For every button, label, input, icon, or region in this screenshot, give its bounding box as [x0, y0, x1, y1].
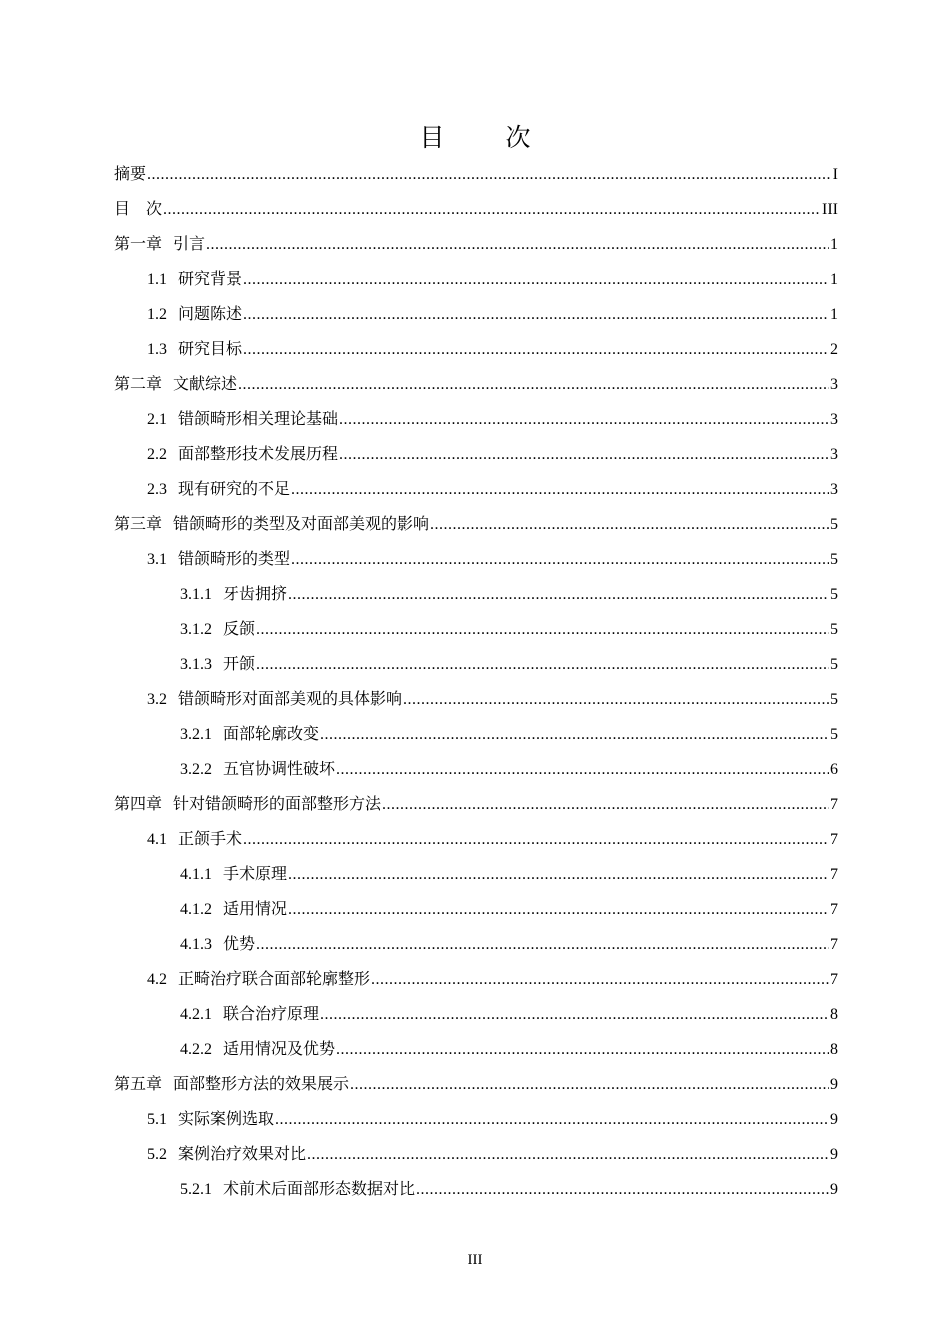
- toc-leader-dots: [163, 192, 821, 227]
- toc-leader-dots: [336, 1032, 829, 1067]
- toc-entry-number: 第五章: [114, 1076, 163, 1093]
- toc-entry-page: 7: [830, 831, 838, 848]
- toc-entry-label: 现有研究的不足: [178, 479, 291, 498]
- toc-leader-dots: [339, 437, 829, 472]
- toc-entry-page: 3: [830, 446, 838, 463]
- toc-entry-label: 面部整形技术发展历程: [178, 444, 339, 463]
- toc-entry-number: 3.2.2: [180, 761, 212, 778]
- toc-leader-dots: [243, 297, 829, 332]
- toc-leader-dots: [256, 612, 829, 647]
- toc-entry-number: 3.1: [147, 551, 167, 568]
- toc-entry-number: 4.1.2: [180, 901, 212, 918]
- toc-entry[interactable]: [114, 576, 838, 611]
- toc-entry[interactable]: [114, 646, 838, 681]
- toc-entry-page: 5: [830, 551, 838, 568]
- toc-entry-label: 错颌畸形的类型: [178, 549, 291, 568]
- toc-entry-number: 5.2.1: [180, 1181, 212, 1198]
- toc-entry-number: 5.2: [147, 1146, 167, 1163]
- toc-entry[interactable]: [114, 716, 838, 751]
- toc-entry-number: 第四章: [114, 796, 163, 813]
- toc-entry-number: 2.3: [147, 481, 167, 498]
- toc-entry-number: 1.2: [147, 306, 167, 323]
- toc-entry-number: 4.2: [147, 971, 167, 988]
- toc-entry[interactable]: [114, 541, 838, 576]
- toc-leader-dots: [256, 927, 829, 962]
- page-number: III: [467, 1252, 483, 1268]
- toc-entry-number: 第二章: [114, 376, 163, 393]
- toc-leader-dots: [416, 1172, 829, 1207]
- toc-entry-page: 7: [830, 971, 838, 988]
- toc-entry-page: 7: [830, 901, 838, 918]
- toc-leader-dots: [403, 682, 829, 717]
- toc-leader-dots: [288, 857, 829, 892]
- toc-entry-page: 3: [830, 481, 838, 498]
- toc-entry[interactable]: [114, 261, 838, 296]
- toc-leader-dots: [206, 227, 829, 262]
- toc-entry-label: 牙齿拥挤: [223, 584, 288, 603]
- toc-entry[interactable]: [114, 856, 838, 891]
- toc-leader-dots: [350, 1067, 829, 1102]
- toc-leader-dots: [288, 892, 829, 927]
- toc-entry-page: 3: [830, 411, 838, 428]
- toc-entry[interactable]: [114, 191, 838, 226]
- toc-entry-label: 针对错颌畸形的面部整形方法: [173, 794, 382, 813]
- toc-entry-page: III: [822, 201, 838, 218]
- toc-leader-dots: [320, 717, 829, 752]
- toc-entry-number: 4.1.3: [180, 936, 212, 953]
- toc-entry[interactable]: [114, 926, 838, 961]
- toc-entry-number: 3.1.3: [180, 656, 212, 673]
- toc-leader-dots: [243, 332, 829, 367]
- toc-entry-page: 7: [830, 936, 838, 953]
- toc-leader-dots: [147, 157, 832, 192]
- toc-entry-page: 5: [830, 691, 838, 708]
- toc-entry-page: 5: [830, 621, 838, 638]
- toc-entry-label: 引言: [173, 234, 206, 253]
- toc-entry[interactable]: [114, 1101, 838, 1136]
- toc-entry-page: 7: [830, 796, 838, 813]
- toc-entry-label: 案例治疗效果对比: [178, 1144, 307, 1163]
- toc-entry-number: 3.2.1: [180, 726, 212, 743]
- toc-entry[interactable]: [114, 821, 838, 856]
- toc-entry-number: 1.3: [147, 341, 167, 358]
- toc-entry[interactable]: [114, 961, 838, 996]
- toc-entry-label: 手术原理: [223, 864, 288, 883]
- toc-entry[interactable]: [114, 331, 838, 366]
- toc-leader-dots: [288, 577, 829, 612]
- toc-entry-number: 4.2.2: [180, 1041, 212, 1058]
- toc-entry-label: 正畸治疗联合面部轮廓整形: [178, 969, 371, 988]
- toc-entry-page: 9: [830, 1181, 838, 1198]
- toc-entry-number: 3.1.2: [180, 621, 212, 638]
- toc-entry-label: 适用情况及优势: [223, 1039, 336, 1058]
- toc-leader-dots: [339, 402, 829, 437]
- page-title: 目 次: [419, 123, 549, 152]
- toc-entry[interactable]: [114, 506, 838, 541]
- toc-entry-label: 面部轮廓改变: [223, 724, 320, 743]
- toc-entry[interactable]: [114, 366, 838, 401]
- toc-entry[interactable]: [114, 401, 838, 436]
- toc-entry-number: 第三章: [114, 516, 163, 533]
- toc-entry-label: 研究背景: [178, 269, 243, 288]
- toc-entry-number: 1.1: [147, 271, 167, 288]
- toc-entry-number: 5.1: [147, 1111, 167, 1128]
- toc-entry[interactable]: [114, 786, 838, 821]
- toc-entry[interactable]: [114, 226, 838, 261]
- toc-entry-page: 8: [830, 1041, 838, 1058]
- toc-entry-label: 目 次: [114, 199, 163, 218]
- toc-entry-label: 错颌畸形的类型及对面部美观的影响: [173, 514, 430, 533]
- toc-entry-page: 5: [830, 656, 838, 673]
- toc-entry[interactable]: [114, 996, 838, 1031]
- toc-leader-dots: [430, 507, 829, 542]
- toc-entry-number: 第一章: [114, 236, 163, 253]
- toc-entry-page: 8: [830, 1006, 838, 1023]
- toc-entry-label: 摘要: [114, 164, 147, 183]
- toc-entry-page: 5: [830, 726, 838, 743]
- toc-entry[interactable]: [114, 751, 838, 786]
- toc-entry-label: 问题陈述: [178, 304, 243, 323]
- toc-entry-page: 1: [830, 306, 838, 323]
- toc-entry[interactable]: [114, 611, 838, 646]
- toc-entry-label: 错颌畸形相关理论基础: [178, 409, 339, 428]
- toc-entry[interactable]: [114, 1031, 838, 1066]
- toc-entry-page: 2: [830, 341, 838, 358]
- toc-entry-label: 五官协调性破坏: [223, 759, 336, 778]
- toc-leader-dots: [307, 1137, 829, 1172]
- toc-entry-page: 6: [830, 761, 838, 778]
- toc-entry-label: 适用情况: [223, 899, 288, 918]
- toc-entry-label: 错颌畸形对面部美观的具体影响: [178, 689, 403, 708]
- toc-leader-dots: [256, 647, 829, 682]
- toc-entry[interactable]: [114, 1136, 838, 1171]
- toc-leader-dots: [371, 962, 829, 997]
- toc-entry-label: 文献综述: [173, 374, 238, 393]
- toc-entry[interactable]: [114, 436, 838, 471]
- toc-entry-page: I: [832, 166, 838, 183]
- toc-leader-dots: [275, 1102, 829, 1137]
- toc-entry-number: 4.1: [147, 831, 167, 848]
- toc-leader-dots: [243, 262, 829, 297]
- toc-entry-page: 9: [830, 1076, 838, 1093]
- toc-entry-label: 术前术后面部形态数据对比: [223, 1179, 416, 1198]
- toc-leader-dots: [238, 367, 829, 402]
- toc-entry-page: 3: [830, 376, 838, 393]
- toc-entry-label: 实际案例选取: [178, 1109, 275, 1128]
- toc-leader-dots: [291, 472, 829, 507]
- toc-entry-label: 开颌: [223, 654, 256, 673]
- toc-entry-number: 2.2: [147, 446, 167, 463]
- toc-entry-page: 1: [830, 271, 838, 288]
- toc-entry-number: 3.1.1: [180, 586, 212, 603]
- toc-entry[interactable]: [114, 891, 838, 926]
- toc-entry-label: 反颌: [223, 619, 256, 638]
- toc-entry-page: 5: [830, 516, 838, 533]
- toc-entry[interactable]: [114, 296, 838, 331]
- toc-entry-label: 联合治疗原理: [223, 1004, 320, 1023]
- toc-entry-number: 4.1.1: [180, 866, 212, 883]
- toc-entry-page: 5: [830, 586, 838, 603]
- toc-leader-dots: [320, 997, 829, 1032]
- toc-entry-number: 2.1: [147, 411, 167, 428]
- toc-entry-number: 4.2.1: [180, 1006, 212, 1023]
- table-of-contents: [114, 156, 838, 1206]
- toc-leader-dots: [291, 542, 829, 577]
- toc-entry-label: 研究目标: [178, 339, 243, 358]
- toc-entry[interactable]: [114, 471, 838, 506]
- toc-leader-dots: [243, 822, 829, 857]
- toc-leader-dots: [336, 752, 829, 787]
- toc-entry-number: 3.2: [147, 691, 167, 708]
- toc-leader-dots: [382, 787, 829, 822]
- toc-entry-page: 9: [830, 1111, 838, 1128]
- toc-entry-label: 面部整形方法的效果展示: [173, 1074, 350, 1093]
- toc-entry-page: 7: [830, 866, 838, 883]
- toc-entry-page: 9: [830, 1146, 838, 1163]
- toc-entry[interactable]: [114, 681, 838, 716]
- toc-entry[interactable]: [114, 156, 838, 191]
- toc-entry-label: 正颌手术: [178, 829, 243, 848]
- toc-entry-label: 优势: [223, 934, 256, 953]
- toc-entry[interactable]: [114, 1066, 838, 1101]
- toc-entry-page: 1: [830, 236, 838, 253]
- toc-entry[interactable]: [114, 1171, 838, 1206]
